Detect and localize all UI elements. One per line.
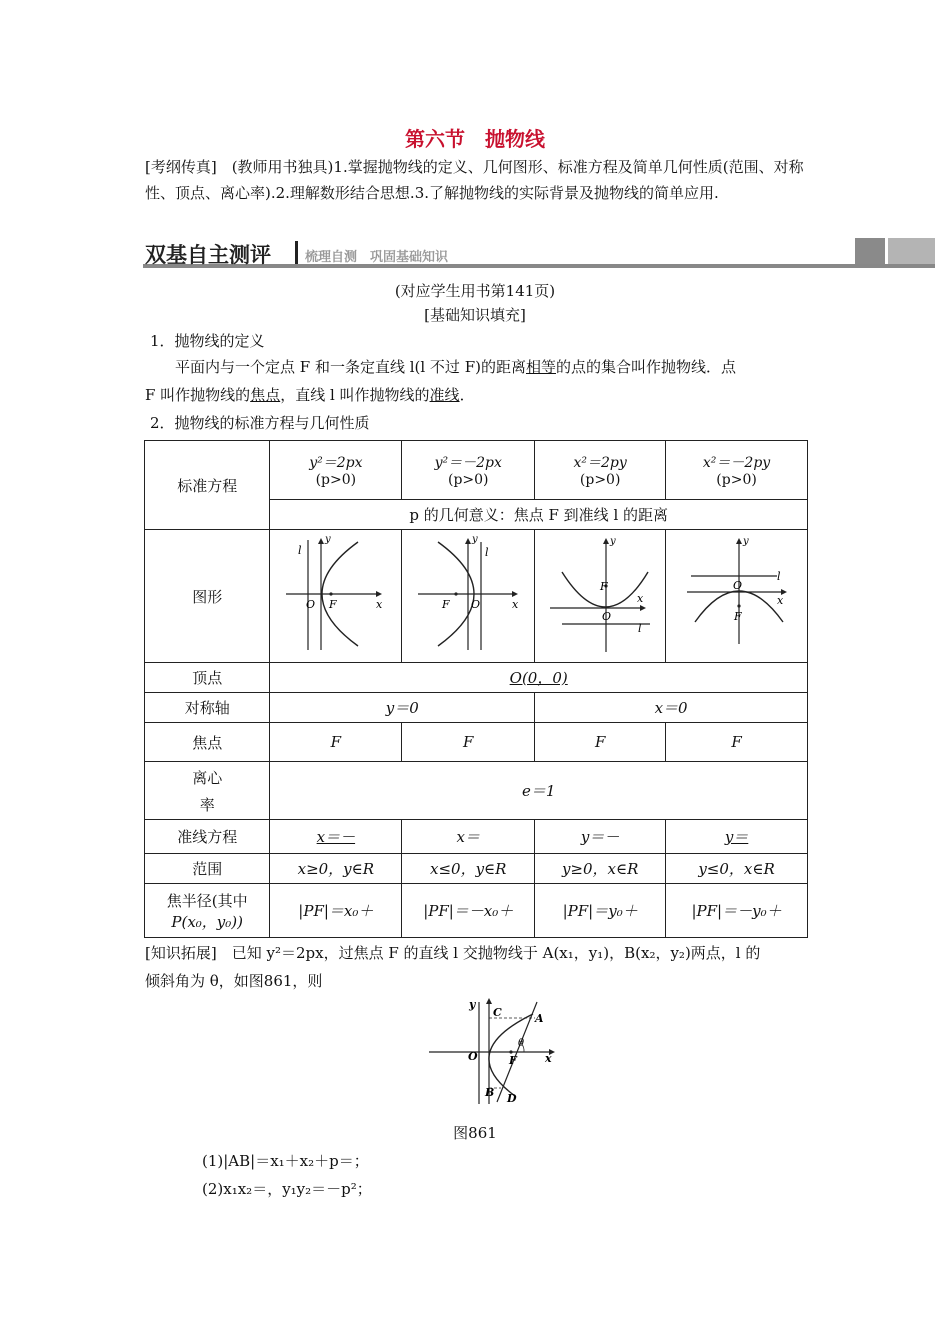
focal-radius-value: |PF|＝－x₀＋ <box>402 884 535 938</box>
svg-text:l: l <box>297 543 302 557</box>
svg-text:y: y <box>742 535 749 547</box>
section-banner <box>143 238 935 268</box>
extension-line-1: [知识拓展] 已知 y²＝2px，过焦点 F 的直线 l 交抛物线于 A(x₁，y₁)，B(x₂，y₂)两点，l 的 <box>145 944 761 962</box>
svg-text:O: O <box>471 597 481 611</box>
svg-text:x: x <box>512 597 519 611</box>
svg-text:x: x <box>776 593 783 607</box>
svg-text:l: l <box>485 545 489 559</box>
page-reference: (对应学生用书第141页) <box>394 282 556 300</box>
graph-right-opening <box>270 530 402 663</box>
directrix-value: x＝－ <box>270 820 402 854</box>
section-2-heading: 2．抛物线的标准方程与几何性质 <box>150 414 370 432</box>
row-header-vertex: 顶点 <box>145 663 270 693</box>
directrix-value: x＝ <box>402 820 535 854</box>
range-value: x≤0，y∈R <box>402 854 535 884</box>
svg-text:l: l <box>776 569 781 583</box>
svg-text:y: y <box>610 535 616 547</box>
graph-down-opening <box>666 530 808 663</box>
svg-text:F: F <box>733 609 742 623</box>
row-header-eccentricity: 离心 率 <box>145 762 270 820</box>
row-header-focus: 焦点 <box>145 723 270 762</box>
svg-text:O: O <box>468 1050 478 1063</box>
focal-radius-value: |PF|＝y₀＋ <box>535 884 666 938</box>
svg-text:D: D <box>507 1092 517 1105</box>
svg-text:F: F <box>442 597 450 611</box>
figure-caption: 图861 <box>453 1124 497 1142</box>
formula-1: (1)|AB|＝x₁＋x₂＋p＝； <box>202 1152 369 1170</box>
definition-line-1: 平面内与一个定点 F 和一条定直线 l(l 不过 F)的距离相等的点的集合叫作抛物线．点 <box>175 358 736 376</box>
row-header-figure: 图形 <box>145 530 270 663</box>
svg-text:O: O <box>305 597 315 611</box>
svg-text:F: F <box>600 579 608 593</box>
svg-text:l: l <box>638 621 642 635</box>
equation-cell: x²＝2py (p>0) <box>535 441 666 500</box>
syllabus-intro: [考纲传真] (教师用书独具)1.掌握抛物线的定义、几何图形、标准方程及简单几何性质(范围、对称性、顶点、离心率).2.理解数形结合思想.3.了解抛物线的实际背景及抛物线的简单应用. <box>145 158 804 202</box>
focal-radius-value: |PF|＝x₀＋ <box>270 884 402 938</box>
row-header-standard-equation: 标准方程 <box>145 441 270 530</box>
vertex-value: O(0，0) <box>270 663 808 693</box>
section-1-heading: 1．抛物线的定义 <box>150 332 265 350</box>
row-header-directrix: 准线方程 <box>145 820 270 854</box>
svg-text:A: A <box>535 1012 544 1025</box>
range-value: y≤0，x∈R <box>666 854 808 884</box>
focus-value: F <box>270 723 402 762</box>
equation-cell: y²＝2px (p>0) <box>270 441 402 500</box>
svg-text:O: O <box>602 609 612 623</box>
extension-line-2: 倾斜角为 θ，如图861，则 <box>145 972 323 990</box>
equation-cell: y²＝－2px (p>0) <box>402 441 535 500</box>
svg-text:B: B <box>485 1086 495 1099</box>
parabola-properties-table <box>144 440 808 938</box>
svg-text:y: y <box>469 998 476 1011</box>
svg-text:x: x <box>375 597 383 611</box>
p-meaning: p 的几何意义：焦点 F 到准线 l 的距离 <box>270 500 808 530</box>
row-header-range: 范围 <box>145 854 270 884</box>
fill-label: [基础知识填充] <box>424 306 526 324</box>
formula-2: (2)x₁x₂＝，y₁y₂＝－p²； <box>202 1180 372 1198</box>
directrix-value: y＝ <box>666 820 808 854</box>
svg-text:x: x <box>637 591 644 605</box>
row-header-focal-radius: 焦半径(其中 P(x₀，y₀)) <box>145 884 270 938</box>
svg-text:θ: θ <box>518 1038 525 1049</box>
banner-title: 双基自主测评 <box>145 243 271 267</box>
range-value: x≥0，y∈R <box>270 854 402 884</box>
svg-text:x: x <box>545 1052 552 1065</box>
equation-cell: x²＝－2py (p>0) <box>666 441 808 500</box>
graph-up-opening <box>535 530 666 663</box>
definition-line-2: F 叫作抛物线的焦点，直线 l 叫作抛物线的准线． <box>145 386 475 404</box>
directrix-value: y＝－ <box>535 820 666 854</box>
svg-text:y: y <box>472 533 478 545</box>
row-header-axis: 对称轴 <box>145 693 270 723</box>
graph-left-opening <box>402 530 535 663</box>
focal-radius-value: |PF|＝－y₀＋ <box>666 884 808 938</box>
page-title: 第六节 抛物线 <box>405 127 545 151</box>
focus-value: F <box>535 723 666 762</box>
focus-value: F <box>666 723 808 762</box>
axis-value: y＝0 <box>270 693 535 723</box>
svg-text:O: O <box>732 578 742 592</box>
svg-text:F: F <box>509 1054 517 1067</box>
eccentricity-value: e＝1 <box>270 762 808 820</box>
svg-text:y: y <box>324 533 331 545</box>
svg-text:C: C <box>493 1006 502 1019</box>
focus-value: F <box>402 723 535 762</box>
banner-subtitle: 梳理自测 巩固基础知识 <box>305 250 449 265</box>
focal-chord-figure <box>425 996 560 1108</box>
axis-value: x＝0 <box>535 693 808 723</box>
range-value: y≥0，x∈R <box>535 854 666 884</box>
svg-text:F: F <box>328 597 337 611</box>
